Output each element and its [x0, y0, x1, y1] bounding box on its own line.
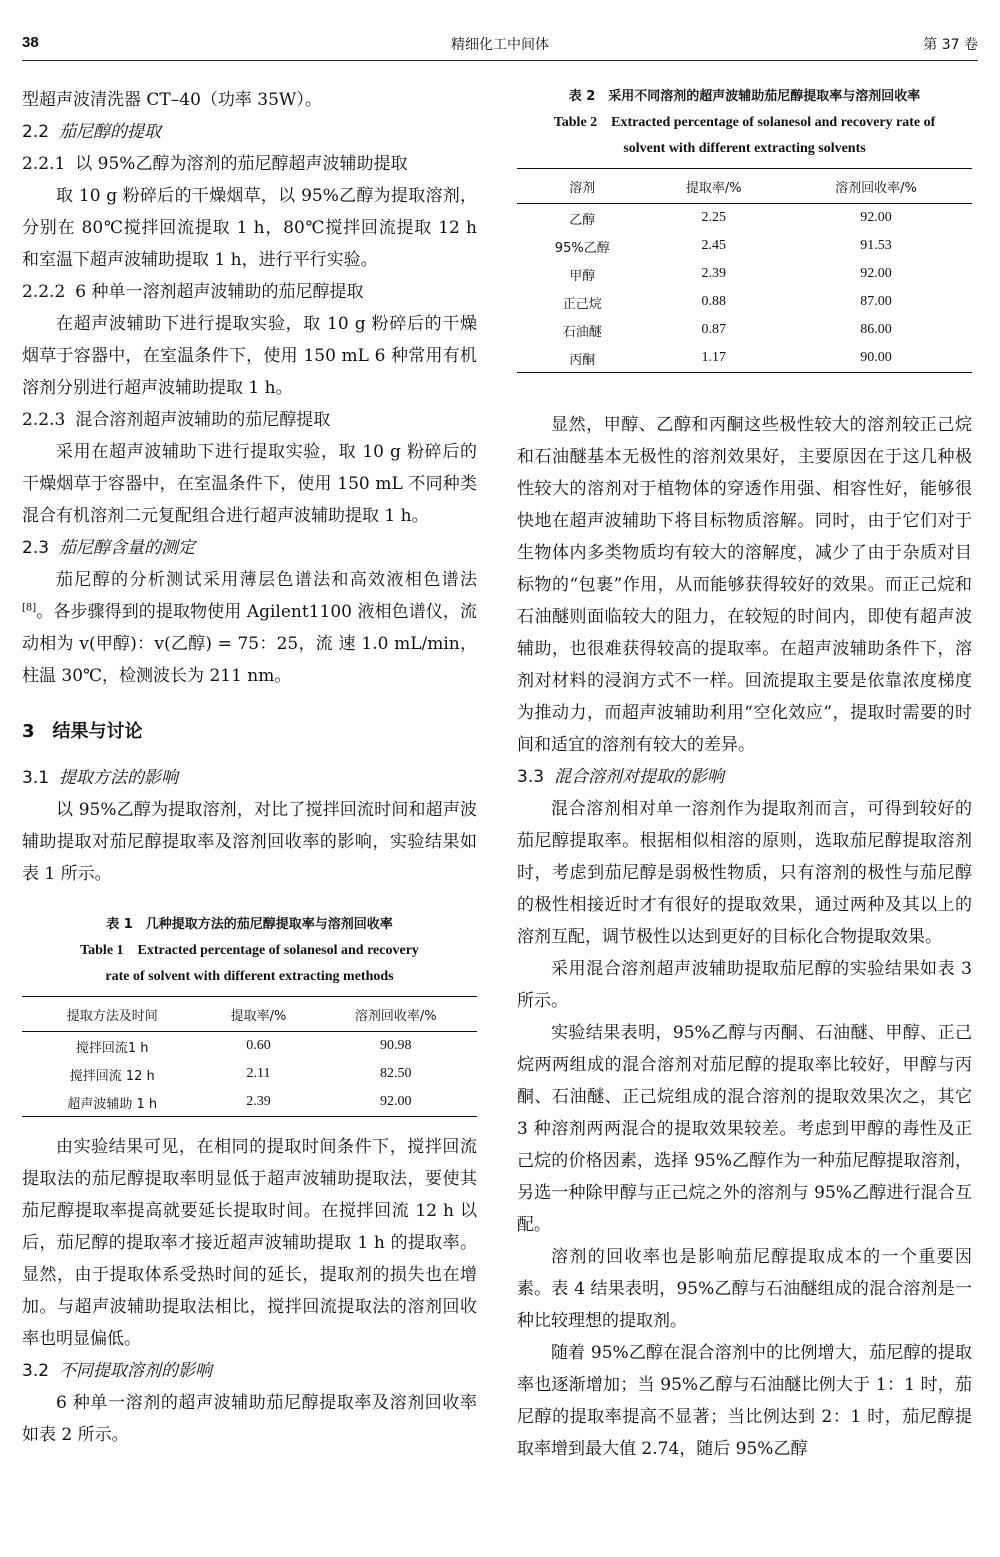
- table-header-cell: 溶剂回收率/%: [315, 997, 478, 1032]
- paragraph-2-2-3: 采用在超声波辅助下进行提取实验，取 10 g 粉碎后的干燥烟草于容器中，在室温条件下，使用 150 mL 不同种类混合有机溶剂二元复配组合进行超声波辅助提取 1 h。: [22, 442, 477, 526]
- table-cell: 86.00: [860, 322, 892, 337]
- right-column: [517, 84, 972, 1465]
- page-number: 38: [22, 34, 39, 51]
- section-2-2-1-heading: 2.2.1 以 95%乙醇为溶剂的茄尼醇超声波辅助提取: [22, 154, 408, 174]
- section-2-3-heading: 2.3 茄尼醇含量的测定: [22, 538, 196, 558]
- table-cell: 92.00: [860, 210, 892, 225]
- table-cell: 2.39: [202, 1088, 314, 1117]
- table-cell: 0.60: [246, 1038, 271, 1053]
- citation-ref: [8]: [22, 602, 37, 614]
- table-cell: 石油醚: [562, 324, 602, 340]
- table-cell: 0.87: [701, 322, 726, 337]
- table-cell: 90.00: [780, 344, 972, 373]
- table-2-caption-en-2: solvent with different extracting solvents: [623, 141, 866, 156]
- section-2-2-heading: 2.2 茄尼醇的提取: [22, 122, 162, 142]
- running-header: [22, 30, 978, 61]
- paragraph-3-3-c: 实验结果表明，95%乙醇与丙酮、石油醚、甲醇、正己烷两两组成的混合溶剂对茄尼醇的提取率比较好，甲醇与丙酮、石油醚、正己烷组成的混合溶剂的提取效果次之，其它 3 种溶剂两两混合的提取效果较差。考虑到甲醇的毒性及正己烷的价格因素，选择 95%乙醇作为一种茄尼醇提取溶剂，另选一种除甲醇与正己烷之外的溶剂与 95%乙醇进行混合互配。: [517, 1023, 972, 1235]
- table-cell: 87.00: [860, 294, 892, 309]
- table-row: [517, 232, 972, 260]
- paragraph-3-2: 6 种单一溶剂的超声波辅助茄尼醇提取率及溶剂回收率如表 2 所示。: [22, 1393, 477, 1445]
- table-cell: 0.88: [701, 294, 726, 309]
- section-3-3-heading: 3.3 混合溶剂对提取的影响: [517, 767, 725, 787]
- table-cell: 2.39: [701, 266, 726, 281]
- table-header-cell: 提取方法及时间: [22, 997, 202, 1032]
- table-cell: 正己烷: [562, 296, 602, 312]
- section-3-2-heading: 3.2 不同提取溶剂的影响: [22, 1361, 213, 1381]
- table-header-cell: 提取率/%: [202, 997, 314, 1032]
- table-cell: 2.11: [246, 1066, 271, 1081]
- table-cell: 90.98: [380, 1038, 412, 1053]
- table-header-cell: 提取率/%: [648, 169, 780, 204]
- table-cell: 2.25: [701, 210, 726, 225]
- table-cell: 82.50: [380, 1066, 412, 1081]
- table-cell: 92.00: [860, 266, 892, 281]
- table-header-row: [517, 169, 972, 204]
- table-cell: 95%乙醇: [554, 240, 610, 256]
- table-2: [517, 84, 972, 373]
- table-cell: 超声波辅助 1 h: [22, 1088, 202, 1117]
- table-row: [22, 1088, 477, 1117]
- section-3-heading: 3 结果与讨论: [22, 721, 143, 742]
- paragraph-3-3-d: 溶剂的回收率也是影响茄尼醇提取成本的一个重要因素。表 4 结果表明，95%乙醇与石油醚组成的混合溶剂是一种比较理想的提取剂。: [517, 1247, 972, 1331]
- table-2-caption-cn: 表 2 采用不同溶剂的超声波辅助茄尼醇提取率与溶剂回收率: [568, 89, 921, 104]
- table-2-grid: [517, 168, 972, 373]
- paragraph-3-3-a: 混合溶剂相对单一溶剂作为提取剂而言，可得到较好的茄尼醇提取率。根据相似相溶的原则，选取茄尼醇提取溶剂时，考虑到茄尼醇是弱极性物质，只有溶剂的极性与茄尼醇的极性相接近时才有很好的提取效果，通过两种及其以上的溶剂互配，调节极性以达到更好的目标化合物提取效果。: [517, 799, 972, 947]
- paragraph-3-1-result: 由实验结果可见，在相同的提取时间条件下，搅拌回流提取法的茄尼醇提取率明显低于超声波辅助提取法，要使其茄尼醇提取率提高就要延长提取时间。在搅拌回流 12 h 以后，茄尼醇的提取率才接近超声波辅助提取 1 h 的提取率。显然，由于提取体系受热时间的延长，提取剂的损失也在增加。与超声波辅助提取法相比，搅拌回流提取法的溶剂回收率也明显偏低。: [22, 1137, 477, 1349]
- table-cell: 乙醇: [569, 212, 596, 228]
- section-2-2-2-heading: 2.2.2 6 种单一溶剂超声波辅助的茄尼醇提取: [22, 282, 364, 302]
- paragraph-2-2-2: 在超声波辅助下进行提取实验，取 10 g 粉碎后的干燥烟草于容器中，在室温条件下，使用 150 mL 6 种常用有机溶剂分别进行超声波辅助提取 1 h。: [22, 314, 477, 398]
- equipment-line: 型超声波清洗器 CT–40（功率 35W）。: [22, 90, 322, 110]
- table-header-cell: 溶剂回收率/%: [780, 169, 972, 204]
- table-cell: 91.53: [860, 238, 892, 253]
- table-cell: 92.00: [315, 1088, 478, 1117]
- table-2-caption-en-1: Table 2 Extracted percentage of solanesol and recovery rate of: [553, 115, 936, 130]
- section-2-2-3-heading: 2.2.3 混合溶剂超声波辅助的茄尼醇提取: [22, 410, 331, 430]
- journal-name: 精细化工中间体: [451, 37, 549, 53]
- table-row: [22, 1060, 477, 1088]
- table-cell: 甲醇: [569, 268, 596, 284]
- table-header-cell: 溶剂: [517, 169, 648, 204]
- table-cell: 2.45: [701, 238, 726, 253]
- table-cell: 搅拌回流1 h: [75, 1040, 149, 1056]
- paragraph-3-3-e: 随着 95%乙醇在混合溶剂中的比例增大，茄尼醇的提取率也逐渐增加；当 95%乙醇与石油醚比例大于 1：1 时，茄尼醇的提取率提高不显著；当比例达到 2：1 时，茄尼醇提取率增到最大值 2.74，随后 95%乙醇: [517, 1343, 972, 1459]
- table-cell: 丙酮: [517, 344, 648, 373]
- table-cell: 搅拌回流 12 h: [69, 1068, 155, 1084]
- left-column: [22, 84, 477, 1451]
- table-1-caption-cn: 表 1 几种提取方法的茄尼醇提取率与溶剂回收率: [106, 917, 393, 932]
- volume-label: 第 37 卷: [923, 37, 978, 53]
- table-1-grid: [22, 996, 477, 1117]
- paragraph-3-2-discussion: 显然，甲醇、乙醇和丙酮这些极性较大的溶剂较正己烷和石油醚基本无极性的溶剂效果好，主要原因在于这几种极性较大的溶剂对于植物体的穿透作用强、相容性好，能够很快地在超声波辅助下将目标物质溶解。同时，由于它们对于生物体内多类物质均有较大的溶解度，减少了由于杂质对目标物的“包裹”作用，从而能够获得较好的效果。而正己烷和石油醚则面临较大的阻力，在较短的时间内，即使有超声波辅助，也很难获得较高的提取率。在超声波辅助条件下，溶剂对材料的浸润方式不一样。回流提取主要是依靠浓度梯度为推动力，而超声波辅助利用“空化效应”，提取时需要的时间和适宜的溶剂有较大的差异。: [517, 415, 972, 755]
- table-header-row: [22, 997, 477, 1032]
- table-row: [517, 316, 972, 344]
- paragraph-2-2-1: 取 10 g 粉碎后的干燥烟草，以 95%乙醇为提取溶剂，分别在 80℃搅拌回流提取 1 h，80℃搅拌回流提取 12 h 和室温下超声波辅助提取 1 h，进行平行实验。: [22, 186, 477, 270]
- table-row: [22, 1032, 477, 1061]
- table-row: [517, 344, 972, 373]
- table-row: [517, 260, 972, 288]
- table-cell: 1.17: [648, 344, 780, 373]
- table-1-caption-en-1: Table 1 Extracted percentage of solanesol and recovery: [80, 943, 419, 958]
- table-1-caption-en-2: rate of solvent with different extracting methods: [105, 969, 394, 984]
- table-row: [517, 288, 972, 316]
- section-3-1-heading: 3.1 提取方法的影响: [22, 768, 179, 788]
- paragraph-3-3-b: 采用混合溶剂超声波辅助提取茄尼醇的实验结果如表 3 所示。: [517, 959, 972, 1011]
- paragraph-2-3: 茄尼醇的分析测试采用薄层色谱法和高效液相色谱法[8]。各步骤得到的提取物使用 Agilent1100 液相色谱仪，流动相为 v(甲醇)：v(乙醇) = 75：25，流 速 1.0 mL/min，柱温 30℃，检测波长为 211 nm。: [22, 570, 477, 686]
- table-1: [22, 912, 477, 1117]
- paragraph-3-1: 以 95%乙醇为提取溶剂，对比了搅拌回流时间和超声波辅助提取对茄尼醇提取率及溶剂回收率的影响，实验结果如表 1 所示。: [22, 800, 477, 884]
- table-row: [517, 204, 972, 233]
